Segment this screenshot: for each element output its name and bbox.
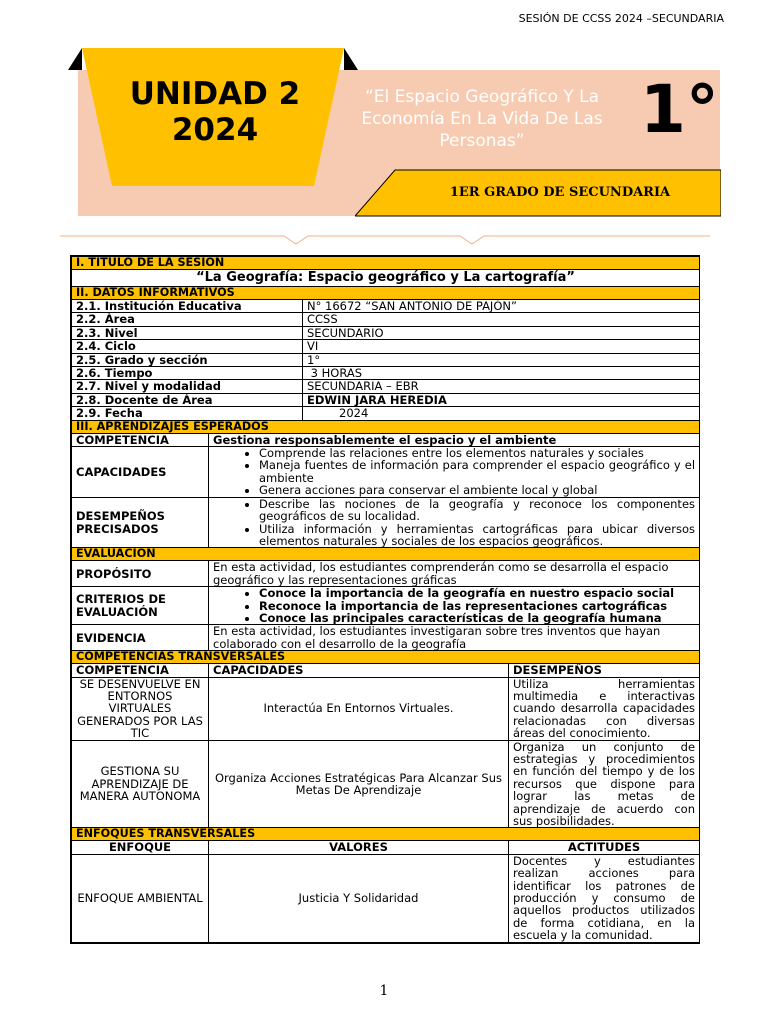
column-header: CAPACIDADES bbox=[209, 664, 509, 677]
info-row bbox=[72, 300, 700, 313]
unit-title: UNIDAD 2 2024 bbox=[129, 76, 301, 148]
table-row bbox=[72, 740, 700, 828]
section-transversal-heading: COMPETENCIAS TRANSVERSALES bbox=[72, 651, 700, 664]
info-value: SECUNDARIO bbox=[303, 326, 700, 339]
table-row bbox=[72, 854, 700, 942]
competencia-cell: GESTIONA SU APRENDIZAJE DE MANERA AUTONOMA bbox=[72, 740, 209, 828]
competencia-cell: SE DESENVUELVE EN ENTORNOS VIRTUALES GENERADOS POR LAS TIC bbox=[72, 677, 209, 740]
info-value: CCSS bbox=[303, 313, 700, 326]
desempeno-cell: Utiliza herramientas multimedia e interactivas cuando desarrolla capacidades relacionadas con diversas áreas del conocimiento. bbox=[509, 677, 700, 740]
info-label: 2.6. Tiempo bbox=[72, 367, 303, 380]
info-value: N° 16672 “SAN ANTONIO DE PAJÓN” bbox=[303, 300, 700, 313]
column-header: DESEMPEÑOS bbox=[509, 664, 700, 677]
info-label: 2.7. Nivel y modalidad bbox=[72, 380, 303, 393]
section-learning-heading: III. APRENDIZAJES ESPERADOS bbox=[72, 420, 700, 433]
session-title: “La Geografía: Espacio geográfico y La cartografía” bbox=[72, 270, 700, 287]
desempenos-label: DESEMPEÑOS PRECISADOS bbox=[72, 497, 209, 548]
column-header: ACTITUDES bbox=[509, 841, 700, 854]
info-row bbox=[72, 326, 700, 339]
proposito-label: PROPÓSITO bbox=[72, 561, 209, 587]
criterios-label: CRITERIOS DE EVALUACIÓN bbox=[72, 587, 209, 625]
competencia-label: COMPETENCIA bbox=[72, 433, 209, 446]
desempeno-cell: Organiza un conjunto de estrategias y procedimientos en función del tiempo y de los recursos que dispone para lograr las metas de aprendizaje de acuerdo con sus posibilidades. bbox=[509, 740, 700, 828]
grade-number: 1° bbox=[640, 71, 719, 148]
unit-theme-title: “El Espacio Geográfico Y La Economía En La Vida De Las Personas” bbox=[361, 87, 603, 151]
info-value: EDWIN JARA HEREDIA bbox=[303, 393, 700, 406]
section-info-heading: II. DATOS INFORMATIVOS bbox=[72, 287, 700, 300]
desempenos-list bbox=[209, 497, 700, 548]
info-label: 2.5. Grado y sección bbox=[72, 353, 303, 366]
section-title-heading: I. TÍTULO DE LA SESIÓN bbox=[72, 257, 700, 270]
decorative-divider bbox=[60, 228, 710, 248]
info-value: 1° bbox=[303, 353, 700, 366]
info-row bbox=[72, 393, 700, 406]
column-header: COMPETENCIA bbox=[72, 664, 209, 677]
section-approaches-heading: ENFOQUES TRANSVERSALES bbox=[72, 828, 700, 841]
list-item: • Utiliza información y herramientas cartográficas para ubicar diversos elementos naturales y sociales de los espacios geográficos. bbox=[259, 523, 695, 548]
info-label: 2.4. Ciclo bbox=[72, 340, 303, 353]
column-header: ENFOQUE bbox=[72, 841, 209, 854]
evidencia-label: EVIDENCIA bbox=[72, 625, 209, 651]
list-item: • Describe las nociones de la geografía y reconoce los componentes geográficos de su localidad. bbox=[259, 498, 695, 523]
info-row bbox=[72, 380, 700, 393]
proposito-value: En esta actividad, los estudiantes comprenderán como se desarrolla el espacio geográfico y las representaciones gráficas bbox=[209, 561, 700, 587]
criterios-list bbox=[209, 587, 700, 625]
session-table bbox=[71, 256, 700, 943]
list-item: • Maneja fuentes de información para comprender el espacio geográfico y el ambiente bbox=[259, 459, 695, 484]
capacidades-label: CAPACIDADES bbox=[72, 447, 209, 498]
actitudes-cell: Docentes y estudiantes realizan acciones para identificar los patrones de producción y consumo de aquellos productos utilizados de forma cotidiana, en la escuela y la comunidad. bbox=[509, 854, 700, 942]
section-evaluation-heading: EVALUACION bbox=[72, 548, 700, 561]
capacidades-list bbox=[209, 447, 700, 498]
table-row bbox=[72, 677, 700, 740]
grade-label: 1ER GRADO DE SECUNDARIA bbox=[449, 185, 671, 200]
list-item: • Conoce la importancia de la geografía en nuestro espacio social bbox=[259, 587, 695, 599]
valores-cell: Justicia Y Solidaridad bbox=[209, 854, 509, 942]
capacidad-cell: Interactúa En Entornos Virtuales. bbox=[209, 677, 509, 740]
info-value: 3 HORAS bbox=[303, 367, 700, 380]
info-label: 2.8. Docente de Área bbox=[72, 393, 303, 406]
info-label: 2.3. Nivel bbox=[72, 326, 303, 339]
list-item: • Genera acciones para conservar el ambiente local y global bbox=[259, 484, 695, 496]
info-row bbox=[72, 367, 700, 380]
list-item: • Comprende las relaciones entre los elementos naturales y sociales bbox=[259, 447, 695, 459]
capacidad-cell: Organiza Acciones Estratégicas Para Alcanzar Sus Metas De Aprendizaje bbox=[209, 740, 509, 828]
enfoque-cell: ENFOQUE AMBIENTAL bbox=[72, 854, 209, 942]
running-head: SESIÓN DE CCSS 2024 –SECUNDARIA bbox=[518, 12, 724, 25]
info-label: 2.9. Fecha bbox=[72, 407, 303, 420]
list-item: • Reconoce la importancia de las representaciones cartográficas bbox=[259, 600, 695, 612]
info-row bbox=[72, 407, 700, 420]
competencia-value: Gestiona responsablemente el espacio y el ambiente bbox=[209, 433, 700, 446]
info-label: 2.2. Área bbox=[72, 313, 303, 326]
info-value: VI bbox=[303, 340, 700, 353]
evidencia-value: En esta actividad, los estudiantes investigaran sobre tres inventos que hayan colaborado con el desarrollo de la geografía bbox=[209, 625, 700, 651]
info-label: 2.1. Institución Educativa bbox=[72, 300, 303, 313]
page-number: 1 bbox=[379, 983, 389, 999]
info-row bbox=[72, 340, 700, 353]
info-row bbox=[72, 313, 700, 326]
column-header: VALORES bbox=[209, 841, 509, 854]
info-value: SECUNDARIA – EBR bbox=[303, 380, 700, 393]
list-item: • Conoce las principales características de la geografía humana bbox=[259, 612, 695, 624]
session-document bbox=[70, 255, 700, 944]
info-value: 2024 bbox=[303, 407, 700, 420]
info-row bbox=[72, 353, 700, 366]
